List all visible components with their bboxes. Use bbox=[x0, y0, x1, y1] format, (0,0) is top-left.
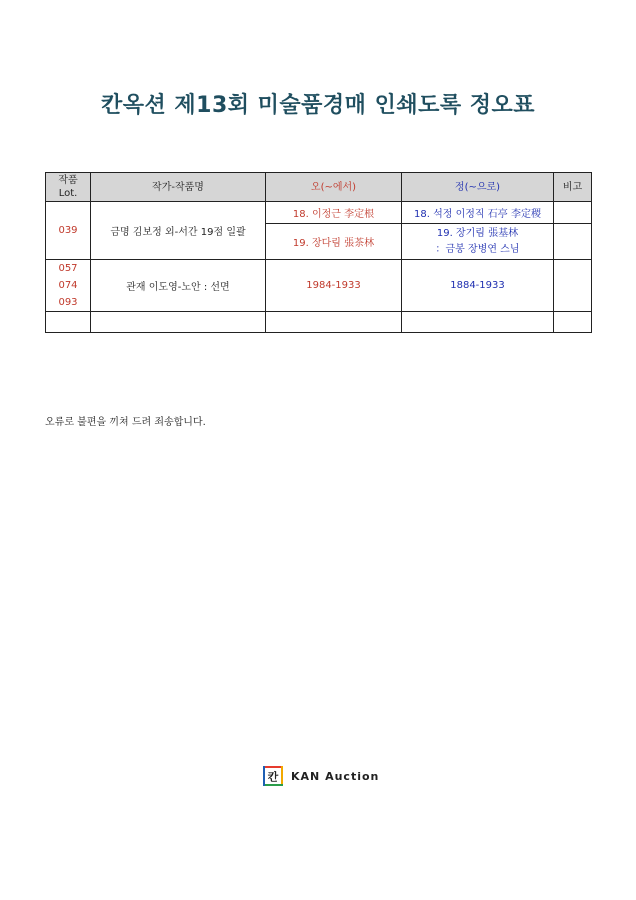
artist-work-cell: 금명 김보정 외-서간 19점 일괄 bbox=[91, 202, 266, 260]
table-header-row bbox=[46, 173, 592, 202]
apology-note: 오류로 불편을 끼쳐 드려 죄송합니다. bbox=[45, 417, 206, 428]
header-lot bbox=[46, 173, 91, 202]
header-lot-line2: Lot. bbox=[58, 188, 78, 199]
empty-cell bbox=[554, 312, 592, 333]
correct-line: ：금봉 장병연 스님 bbox=[435, 243, 520, 255]
lot-number: 074 bbox=[58, 280, 78, 291]
artist-work-cell: 관재 이도영-노안 : 선면 bbox=[91, 260, 266, 312]
empty-cell bbox=[91, 312, 266, 333]
logo-text: KAN Auction bbox=[291, 769, 380, 783]
header-remarks: 비고 bbox=[554, 173, 592, 202]
empty-cell bbox=[266, 312, 402, 333]
wrong-cell: 19. 장다림 張茶林 bbox=[266, 224, 402, 260]
header-artist-work: 작가-작품명 bbox=[91, 173, 266, 202]
lot-cell bbox=[46, 260, 91, 312]
logo-frame-bottom bbox=[263, 784, 283, 786]
kan-auction-logo bbox=[262, 765, 379, 787]
logo-mark-char: 칸 bbox=[267, 770, 279, 784]
lot-number: 039 bbox=[58, 225, 78, 236]
empty-cell bbox=[402, 312, 554, 333]
errata-table bbox=[45, 172, 592, 333]
correct-cell: 18. 석정 이정직 石亭 李定稷 bbox=[402, 202, 554, 224]
remarks-cell bbox=[554, 202, 592, 224]
empty-cell bbox=[46, 312, 91, 333]
logo-frame-right bbox=[281, 766, 283, 786]
correct-line: 19. 장기림 張基林 bbox=[436, 227, 519, 239]
header-lot-line1: 작품 bbox=[58, 175, 78, 186]
correct-cell: 1884-1933 bbox=[402, 260, 554, 312]
wrong-cell: 18. 이정근 李定根 bbox=[266, 202, 402, 224]
table-row bbox=[46, 260, 592, 312]
remarks-cell bbox=[554, 260, 592, 312]
kan-logo-icon bbox=[262, 765, 284, 787]
page-title: 칸옥션 제13회 미술품경매 인쇄도록 정오표 bbox=[100, 93, 536, 118]
remarks-cell bbox=[554, 224, 592, 260]
table-row-empty bbox=[46, 312, 592, 333]
lot-number: 093 bbox=[58, 297, 78, 308]
lot-cell bbox=[46, 202, 91, 260]
lot-number: 057 bbox=[58, 263, 78, 274]
table-row bbox=[46, 202, 592, 224]
header-wrong: 오(~에서) bbox=[266, 173, 402, 202]
header-correct: 정(~으로) bbox=[402, 173, 554, 202]
correct-cell bbox=[402, 224, 554, 260]
logo-frame-top bbox=[263, 766, 283, 768]
wrong-cell: 1984-1933 bbox=[266, 260, 402, 312]
logo-frame-left bbox=[263, 766, 265, 786]
